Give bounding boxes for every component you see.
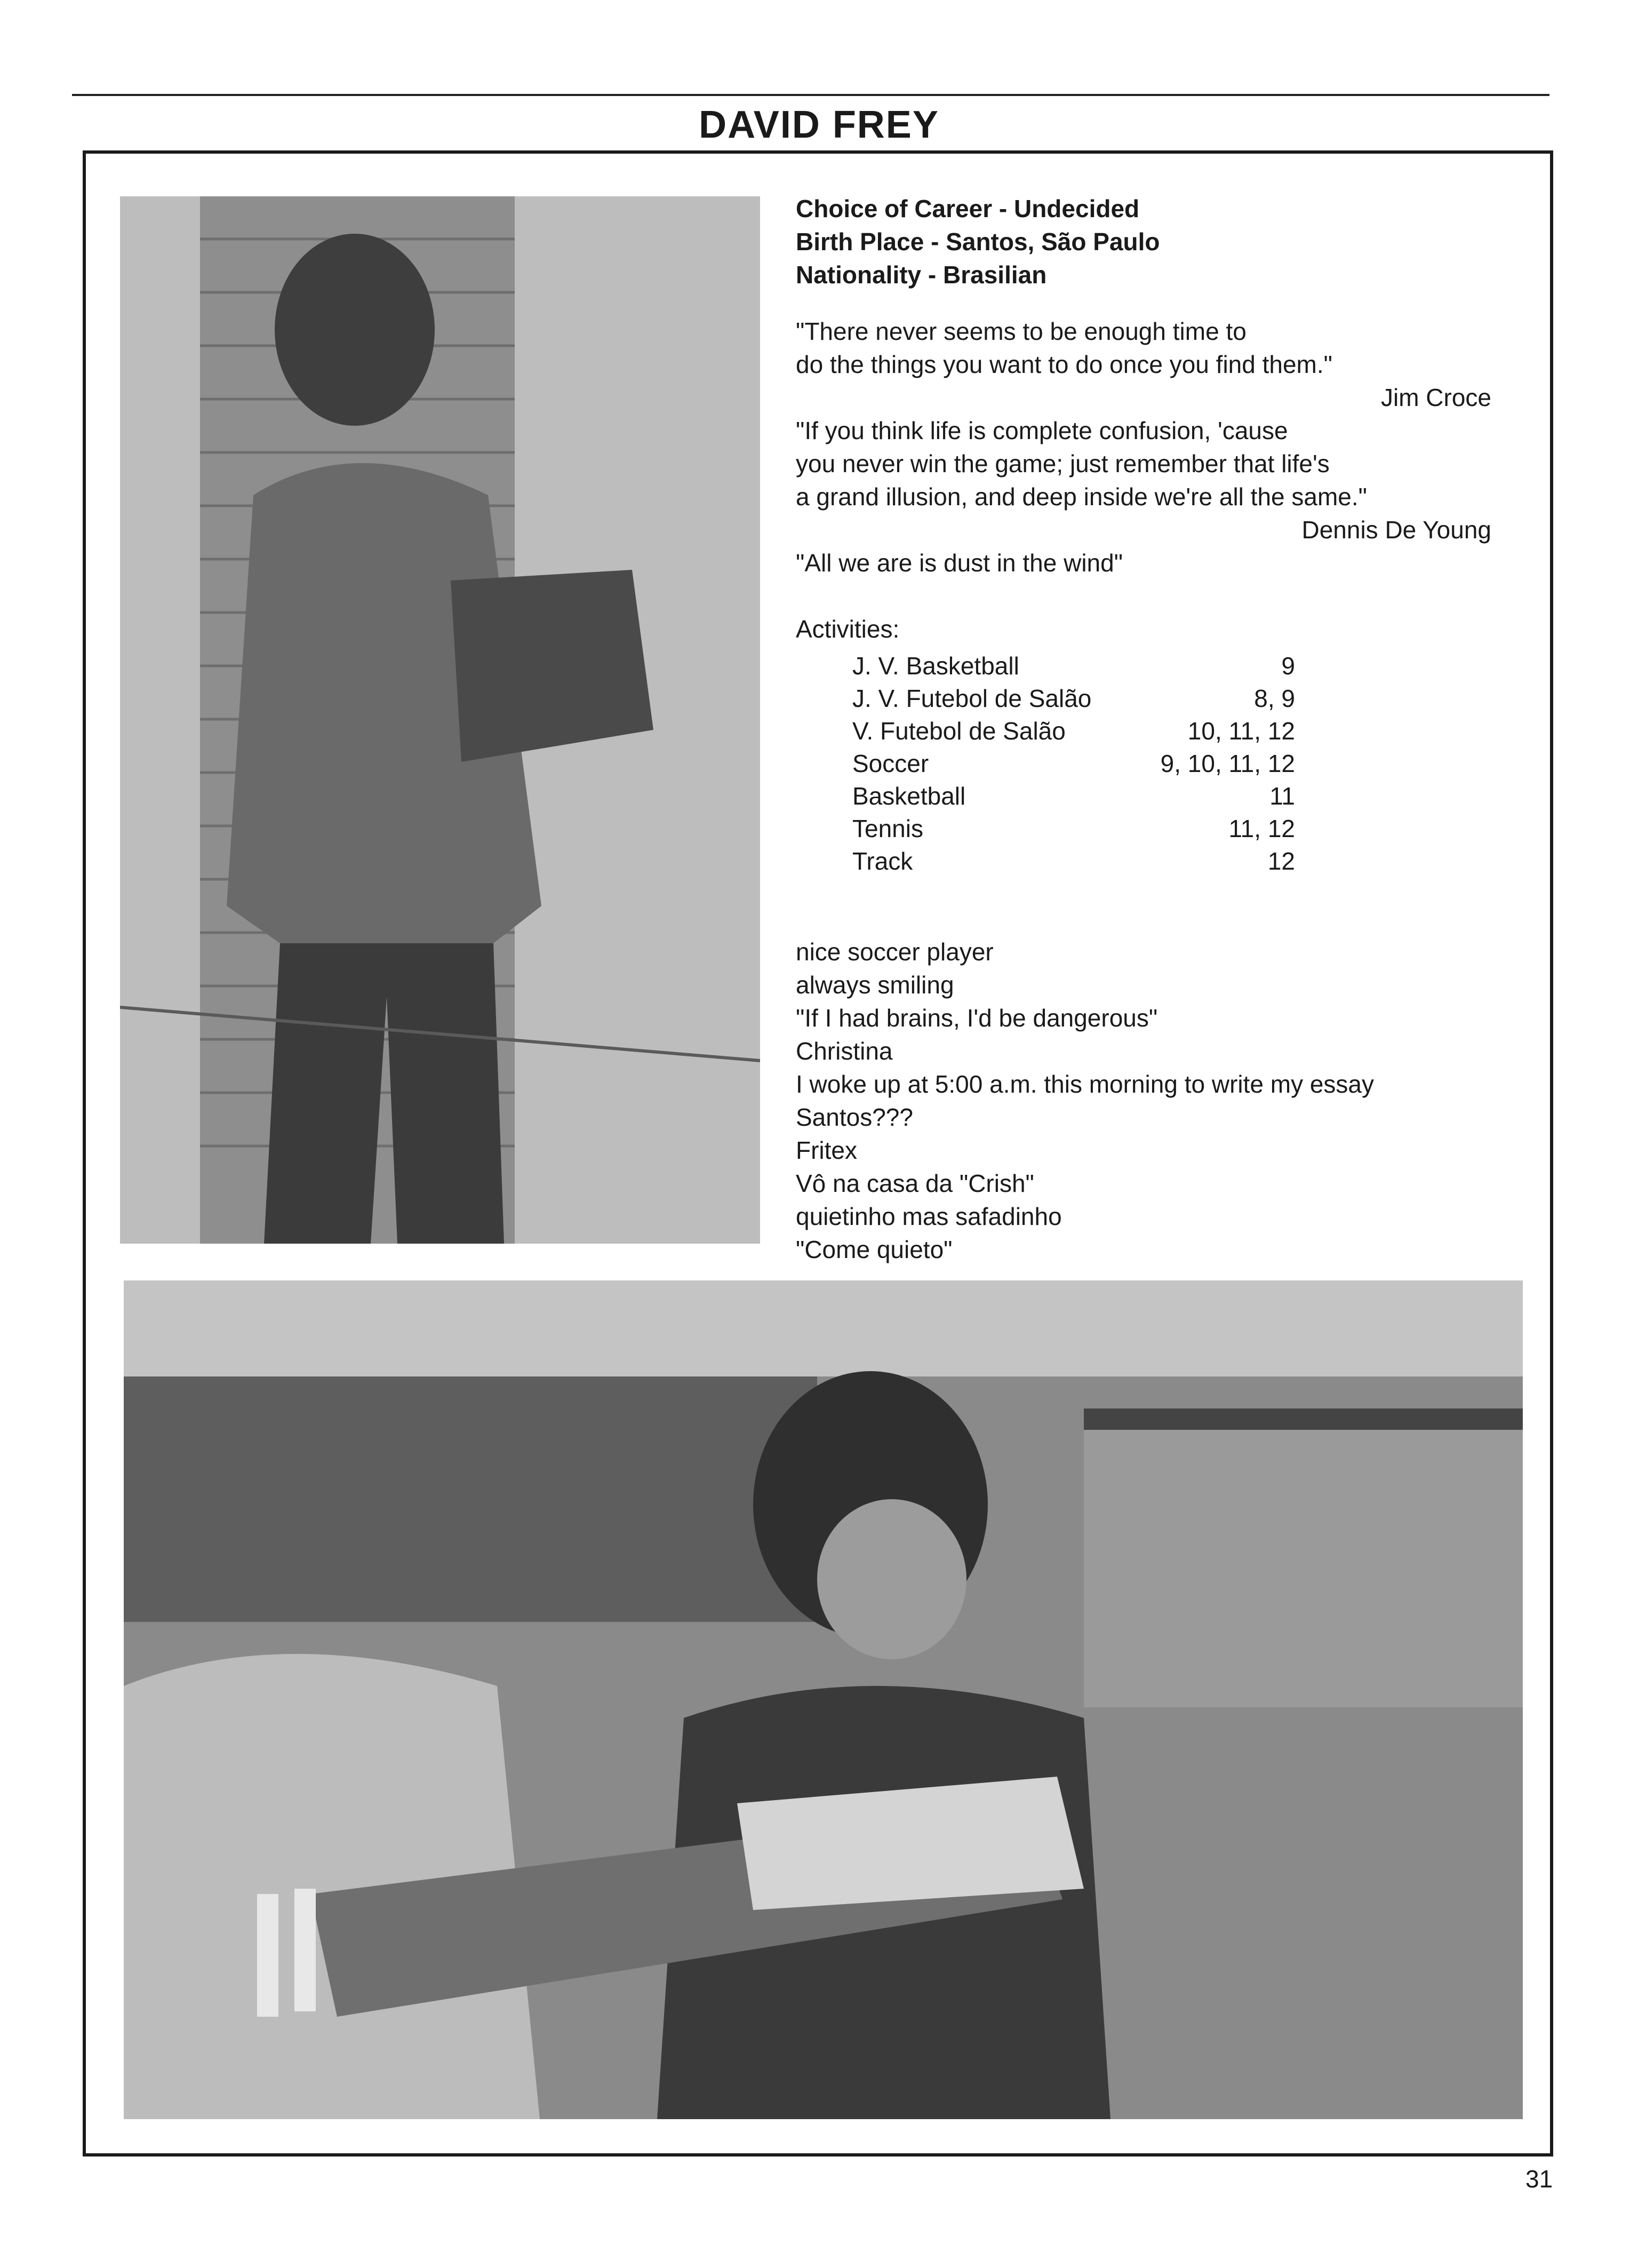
fact-birth-place: Birth Place - Santos, São Paulo [796,228,1160,256]
quote-line: "There never seems to be enough time to [796,317,1247,345]
quote-author: Dennis De Young [1301,516,1491,544]
activity-years: 11 [1269,782,1295,810]
note-line: "Come quieto" [796,1236,953,1263]
activity-row [852,715,1295,747]
fact-nationality: Nationality - Brasilian [796,261,1047,289]
note-line: Vô na casa da "Crish" [796,1169,1034,1197]
note-line: quietinho mas safadinho [796,1203,1062,1230]
activity-name: Track [852,847,913,875]
quotes-block [796,315,1543,579]
group-photo-drawing [124,1280,1523,2119]
fact-career: Choice of Career - Undecided [796,195,1140,222]
quote-line: do the things you want to do once you find them." [796,351,1332,378]
portrait-photo-drawing [120,196,760,1244]
group-photo [124,1280,1523,2119]
quote-line: "All we are is dust in the wind" [796,549,1123,577]
activity-years: 10, 11, 12 [1187,717,1295,745]
activity-row [852,650,1295,682]
activity-row [852,682,1295,715]
quote-line: you never win the game; just remember that life's [796,450,1330,478]
activity-years: 11, 12 [1228,815,1295,842]
activity-name: J. V. Basketball [852,652,1019,680]
notes-block [796,935,1543,1266]
note-line: Fritex [796,1136,857,1164]
note-line: always smiling [796,971,954,999]
note-line: "If I had brains, I'd be dangerous" [796,1004,1158,1032]
activity-name: J. V. Futebol de Salão [852,685,1092,712]
activity-years: 9, 10, 11, 12 [1160,750,1295,777]
activity-name: V. Futebol de Salão [852,717,1066,745]
profile-info [796,192,1543,1266]
activity-years: 12 [1267,847,1295,875]
activity-years: 8, 9 [1254,685,1295,712]
activities-table [852,650,1295,878]
activity-name: Basketball [852,782,966,810]
activity-row [852,813,1295,845]
portrait-photo [120,196,760,1244]
activity-row [852,845,1295,878]
quote-line: a grand illusion, and deep inside we're all the same." [796,483,1367,511]
quote-line: "If you think life is complete confusion, 'cause [796,417,1288,444]
activity-years: 9 [1281,652,1295,680]
note-line: I woke up at 5:00 a.m. this morning to write my essay [796,1070,1375,1098]
note-line: Christina [796,1037,893,1065]
activity-name: Soccer [852,750,929,777]
activities-heading: Activities: [796,615,900,643]
activity-name: Tennis [852,815,923,842]
page-title: DAVID FREY [699,104,939,146]
quote-author: Jim Croce [1380,384,1491,411]
note-line: Santos??? [796,1103,913,1131]
activity-row [852,747,1295,780]
top-rule [72,94,1549,96]
facts-list [796,192,1543,291]
activity-row [852,780,1295,813]
page-number: 31 [1525,2165,1553,2193]
note-line: nice soccer player [796,938,994,966]
